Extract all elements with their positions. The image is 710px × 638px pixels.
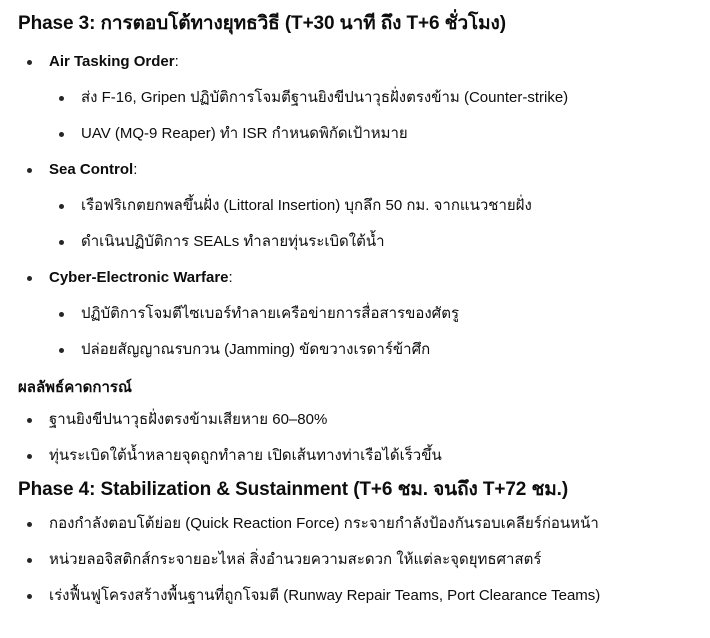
list-item bbox=[18, 506, 706, 542]
list-item-text: ปล่อยสัญญาณรบกวน (Jamming) ขัดขวางเรดาร์ข้าศึก bbox=[81, 341, 431, 358]
list-item-cyber-electronic-warfare bbox=[18, 260, 706, 296]
bullet-icon bbox=[59, 132, 64, 137]
list-item-text: UAV (MQ-9 Reaper) ทำ ISR กำหนดพิกัดเป้าหมาย bbox=[81, 125, 408, 142]
bullet-icon bbox=[59, 312, 64, 317]
bullet-icon bbox=[27, 454, 32, 459]
list-item-text: เร่งฟื้นฟูโครงสร้างพื้นฐานที่ถูกโจมตี (Runway Repair Teams, Port Clearance Teams) bbox=[49, 587, 601, 604]
list-item bbox=[18, 402, 706, 438]
bullet-icon bbox=[59, 204, 64, 209]
list-item bbox=[18, 224, 706, 260]
list-item bbox=[18, 542, 706, 578]
list-item bbox=[18, 332, 706, 368]
list-item-text: ส่ง F-16, Gripen ปฏิบัติการโจมตีฐานยิงขีปนาวุธฝั่งตรงข้าม (Counter-strike) bbox=[81, 89, 569, 106]
bullet-icon bbox=[27, 276, 32, 281]
bullet-icon bbox=[59, 96, 64, 101]
list-item bbox=[18, 116, 706, 152]
group-label: Air Tasking Order bbox=[49, 53, 175, 70]
group-label: Sea Control bbox=[49, 161, 134, 178]
list-item-text: ทุ่นระเบิดใต้น้ำหลายจุดถูกทำลาย เปิดเส้นทางท่าเรือได้เร็วขึ้น bbox=[49, 447, 442, 464]
list-item-text: ฐานยิงขีปนาวุธฝั่งตรงข้ามเสียหาย 60–80% bbox=[49, 411, 328, 428]
bullet-icon bbox=[27, 558, 32, 563]
group-label-suffix: : bbox=[228, 269, 233, 286]
phase-4-heading: Phase 4: Stabilization & Sustainment (T+6 ชม. จนถึง T+72 ชม.) bbox=[18, 479, 569, 500]
outcome-heading: ผลลัพธ์คาดการณ์ bbox=[18, 379, 132, 396]
bullet-icon bbox=[59, 240, 64, 245]
list-item bbox=[18, 296, 706, 332]
list-item-text: ปฏิบัติการโจมตีไซเบอร์ทำลายเครือข่ายการสื่อสารของศัตรู bbox=[81, 305, 460, 322]
list-item-text: เรือฟริเกตยกพลขึ้นฝั่ง (Littoral Insertion) บุกลึก 50 กม. จากแนวชายฝั่ง bbox=[81, 197, 532, 214]
group-label-suffix: : bbox=[174, 53, 179, 70]
bullet-icon bbox=[27, 522, 32, 527]
document-body bbox=[18, 0, 706, 614]
phase-4-list bbox=[18, 506, 706, 614]
outcome-list bbox=[18, 402, 706, 474]
group-label-suffix: : bbox=[133, 161, 138, 178]
list-item bbox=[18, 80, 706, 116]
group-label: Cyber-Electronic Warfare bbox=[49, 269, 229, 286]
bullet-icon bbox=[59, 348, 64, 353]
bullet-icon bbox=[27, 594, 32, 599]
list-item bbox=[18, 438, 706, 474]
bullet-icon bbox=[27, 418, 32, 423]
list-item-sea-control bbox=[18, 152, 706, 188]
list-item-text: กองกำลังตอบโต้ย่อย (Quick Reaction Force) กระจายกำลังป้องกันรอบเคลียร์ก่อนหน้า bbox=[49, 515, 599, 532]
bullet-icon bbox=[27, 168, 32, 173]
bullet-icon bbox=[27, 60, 32, 65]
phase-3-list bbox=[18, 44, 706, 368]
phase-3-heading: Phase 3: การตอบโต้ทางยุทธวิธี (T+30 นาที ถึง T+6 ชั่วโมง) bbox=[18, 13, 506, 34]
list-item bbox=[18, 578, 706, 614]
list-item-air-tasking-order bbox=[18, 44, 706, 80]
list-item-text: หน่วยลอจิสติกส์กระจายอะไหล่ สิ่งอำนวยความสะดวก ให้แต่ละจุดยุทธศาสตร์ bbox=[49, 551, 542, 568]
list-item-text: ดำเนินปฏิบัติการ SEALs ทำลายทุ่นระเบิดใต้น้ำ bbox=[81, 233, 385, 250]
list-item bbox=[18, 188, 706, 224]
